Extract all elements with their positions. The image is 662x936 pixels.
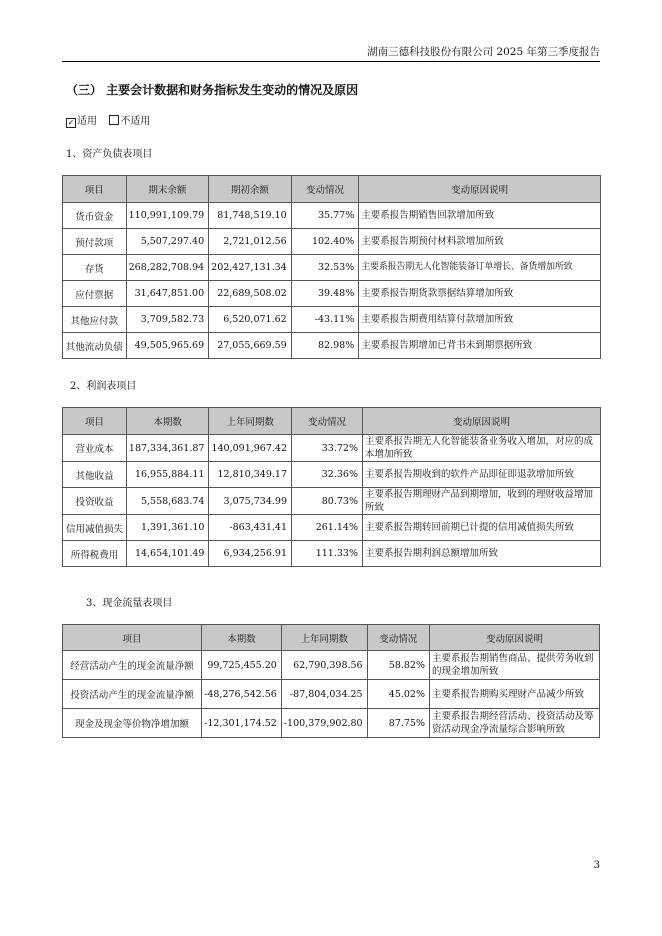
- column-header: 变动原因说明: [362, 408, 600, 435]
- not-applicable-checkbox[interactable]: [109, 115, 119, 125]
- column-header: 期初余额: [209, 176, 292, 203]
- reason-cell: 主要系报告期销售商品、提供劳务收到的现金增加所致: [430, 651, 600, 680]
- value-cell: 12,810,349.17: [209, 462, 292, 488]
- column-header: 本期数: [202, 625, 282, 651]
- value-cell: 3,709,582.73: [126, 307, 209, 333]
- section-title: （三） 主要会计数据和财务指标发生变动的情况及原因: [66, 83, 359, 97]
- column-header: 期末余额: [126, 176, 209, 203]
- empty-box-icon: [109, 115, 119, 125]
- column-header: 变动原因说明: [359, 176, 601, 203]
- table-row: [63, 307, 601, 333]
- applicable-checkbox[interactable]: ✓: [67, 118, 75, 127]
- item-cell: 营业成本: [63, 435, 127, 462]
- change-cell: 32.36%: [292, 462, 363, 488]
- change-cell: 87.75%: [367, 709, 429, 738]
- reason-cell: 主要系报告期无人化智能装备订单增长、备货增加所致: [359, 255, 601, 281]
- cash-flow-title: 3、现金流量表项目: [86, 598, 173, 609]
- column-header: 上年同期数: [281, 625, 367, 651]
- table-row: [63, 680, 600, 709]
- page-number: 3: [593, 860, 600, 871]
- reason-cell: 主要系报告期无人化智能装备业务收入增加，对应的成本增加所致: [362, 435, 600, 462]
- reason-cell: 主要系报告期收到的软件产品即征即退款增加所致: [362, 462, 600, 488]
- item-cell: 存货: [63, 255, 127, 281]
- value-cell: 31,647,851.00: [126, 281, 209, 307]
- item-cell: 其他应付款: [63, 307, 127, 333]
- value-cell: 202,427,131.34: [209, 255, 292, 281]
- balance-sheet-table: [62, 175, 601, 359]
- value-cell: 187,334,361.87: [126, 435, 209, 462]
- value-cell: 6,934,256.91: [209, 541, 292, 567]
- reason-cell: 主要系报告期经营活动、投资活动及筹资活动现金净流量综合影响所致: [430, 709, 600, 738]
- column-header: 上年同期数: [209, 408, 292, 435]
- value-cell: -863,431.41: [209, 515, 292, 541]
- reason-cell: 主要系报告期利润总额增加所致: [362, 541, 600, 567]
- item-cell: 其他流动负债: [63, 333, 127, 359]
- table-row: [63, 541, 601, 567]
- table-row: [63, 462, 601, 488]
- value-cell: 22,689,508.02: [209, 281, 292, 307]
- item-cell: 所得税费用: [63, 541, 127, 567]
- item-cell: 货币资金: [63, 203, 127, 229]
- value-cell: 99,725,455.20: [202, 651, 282, 680]
- item-cell: 预付款项: [63, 229, 127, 255]
- change-cell: -43.11%: [291, 307, 359, 333]
- column-header: 变动情况: [291, 176, 359, 203]
- value-cell: 5,558,683.74: [126, 488, 209, 515]
- table-row: [63, 203, 601, 229]
- change-cell: 45.02%: [367, 680, 429, 709]
- table-row: [63, 709, 600, 738]
- column-header: 项目: [63, 176, 127, 203]
- item-cell: 经营活动产生的现金流量净额: [63, 651, 202, 680]
- change-cell: 82.98%: [291, 333, 359, 359]
- reason-cell: 主要系报告期理财产品到期增加，收到的理财收益增加所致: [362, 488, 600, 515]
- column-header: 本期数: [126, 408, 209, 435]
- header-divider: [62, 61, 600, 62]
- table-row: [63, 255, 601, 281]
- value-cell: 140,091,967.42: [209, 435, 292, 462]
- report-header: 湖南三德科技股份有限公司 2025 年第三季度报告: [367, 46, 600, 58]
- reason-cell: 主要系报告期货款票据结算增加所致: [359, 281, 601, 307]
- reason-cell: 主要系报告期费用结算付款增加所致: [359, 307, 601, 333]
- income-statement-title: 2、利润表项目: [70, 381, 137, 392]
- value-cell: -87,804,034.25: [281, 680, 367, 709]
- value-cell: 6,520,071.62: [209, 307, 292, 333]
- value-cell: -100,379,902.80: [281, 709, 367, 738]
- reason-cell: 主要系报告期预付材料款增加所致: [359, 229, 601, 255]
- value-cell: 3,075,734.99: [209, 488, 292, 515]
- change-cell: 102.40%: [291, 229, 359, 255]
- value-cell: 81,748,519.10: [209, 203, 292, 229]
- applicable-label: 适用: [77, 116, 97, 127]
- table-row: [63, 281, 601, 307]
- column-header: 项目: [63, 625, 202, 651]
- item-cell: 其他收益: [63, 462, 127, 488]
- change-cell: 58.82%: [367, 651, 429, 680]
- table-row: [63, 515, 601, 541]
- item-cell: 投资活动产生的现金流量净额: [63, 680, 202, 709]
- reason-cell: 主要系报告期增加已背书未到期票据所致: [359, 333, 601, 359]
- table-row: [63, 333, 601, 359]
- change-cell: 35.77%: [291, 203, 359, 229]
- value-cell: -48,276,542.56: [202, 680, 282, 709]
- column-header: 变动情况: [367, 625, 429, 651]
- item-cell: 投资收益: [63, 488, 127, 515]
- change-cell: 261.14%: [292, 515, 363, 541]
- column-header: 变动情况: [292, 408, 363, 435]
- change-cell: 32.53%: [291, 255, 359, 281]
- table-row: [63, 435, 601, 462]
- check-icon: [66, 118, 76, 128]
- change-cell: 111.33%: [292, 541, 363, 567]
- item-cell: 应付票据: [63, 281, 127, 307]
- value-cell: -12,301,174.52: [202, 709, 282, 738]
- reason-cell: 主要系报告期购买理财产品减少所致: [430, 680, 600, 709]
- column-header: 项目: [63, 408, 127, 435]
- change-cell: 39.48%: [291, 281, 359, 307]
- income-statement-table: [62, 407, 601, 567]
- table-row: [63, 488, 601, 515]
- value-cell: 14,654,101.49: [126, 541, 209, 567]
- change-cell: 33.72%: [292, 435, 363, 462]
- value-cell: 27,055,669.59: [209, 333, 292, 359]
- table-row: [63, 651, 600, 680]
- change-cell: 80.73%: [292, 488, 363, 515]
- item-cell: 信用减值损失: [63, 515, 127, 541]
- applicability-options: [66, 112, 150, 128]
- value-cell: 268,282,708.94: [126, 255, 209, 281]
- value-cell: 2,721,012.56: [209, 229, 292, 255]
- not-applicable-label: 不适用: [120, 116, 151, 127]
- table-row: [63, 229, 601, 255]
- value-cell: 16,955,884.11: [126, 462, 209, 488]
- value-cell: 49,505,965.69: [126, 333, 209, 359]
- value-cell: 1,391,361.10: [126, 515, 209, 541]
- item-cell: 现金及现金等价物净增加额: [63, 709, 202, 738]
- column-header: 变动原因说明: [430, 625, 600, 651]
- reason-cell: 主要系报告期转回前期已计提的信用减值损失所致: [362, 515, 600, 541]
- balance-sheet-title: 1、资产负债表项目: [66, 149, 153, 160]
- value-cell: 5,507,297.40: [126, 229, 209, 255]
- value-cell: 62,790,398.56: [281, 651, 367, 680]
- value-cell: 110,991,109.79: [126, 203, 209, 229]
- reason-cell: 主要系报告期销售回款增加所致: [359, 203, 601, 229]
- cash-flow-table: [62, 624, 600, 738]
